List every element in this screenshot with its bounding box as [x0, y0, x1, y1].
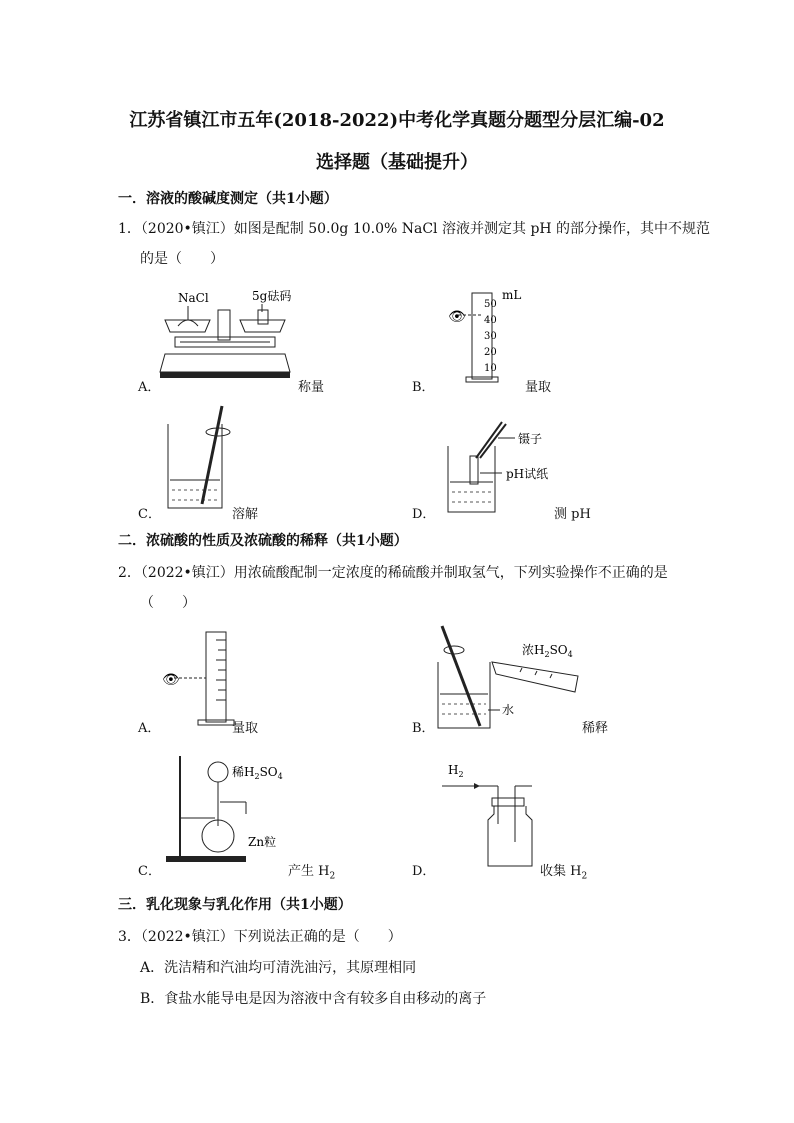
dilution-figure	[430, 622, 590, 737]
page-subtitle: 选择题（基础提升）	[316, 152, 478, 173]
section-heading-2: 二．浓硫酸的性质及浓硫酸的稀释（共1小题）	[118, 533, 408, 549]
tick-30: 30	[484, 331, 497, 342]
conc-acid-label: 浓$H_2SO_4$	[522, 643, 573, 659]
q3-option-a: A．洗洁精和汽油均可清洗油污，其原理相同	[140, 960, 417, 976]
q1-stem-line1: 1．（2020•镇江）如图是配制 50.0g 10.0% NaCl 溶液并测定其 pH 的部分操作，其中不规范	[118, 221, 711, 237]
q1-option-a: A．	[138, 380, 161, 395]
q1-stem-line2: 的是（ ）	[140, 251, 224, 267]
tick-50: 50	[484, 299, 497, 310]
q1-caption-d: 测 pH	[554, 507, 591, 522]
q2-option-c: C．	[138, 864, 161, 879]
dissolve-figure	[160, 400, 260, 515]
eye-icon-2: 👁	[162, 672, 180, 688]
h2-generator-figure	[160, 748, 290, 868]
page-title: 江苏省镇江市五年(2018-2022)中考化学真题分题型分层汇编-02	[129, 110, 665, 131]
q2-caption-b: 稀释	[582, 721, 609, 736]
q3-stem: 3．（2022•镇江）下列说法正确的是（ ）	[118, 929, 402, 945]
q2-option-d: D．	[412, 864, 436, 879]
eye-icon: 👁	[448, 309, 466, 325]
dilute-acid-label: 稀$H_2SO_4$	[232, 765, 283, 781]
q2-stem-line2: （ ）	[140, 595, 196, 611]
q2-option-a: A．	[138, 721, 161, 736]
zinc-label: Zn粒	[248, 835, 277, 849]
q1-option-b: B．	[412, 380, 435, 395]
cylinder-figure	[440, 285, 540, 385]
q2-cylinder-figure	[160, 626, 240, 731]
q2-caption-d: 收集 $H_2$	[540, 864, 588, 882]
ph-paper-label: pH试纸	[506, 467, 549, 481]
tweezers-label: 镊子	[518, 432, 543, 446]
q1-caption-a: 称量	[298, 380, 325, 395]
section-heading-1: 一．溶液的酸碱度测定（共1小题）	[118, 191, 338, 207]
tick-10: 10	[484, 363, 497, 374]
section-heading-3: 三．乳化现象与乳化作用（共1小题）	[118, 897, 352, 913]
tick-20: 20	[484, 347, 497, 358]
h2-label: $H_2$	[448, 763, 464, 779]
q2-stem-line1: 2．（2022•镇江）用浓硫酸配制一定浓度的稀硫酸并制取氢气，下列实验操作不正确的是	[118, 565, 668, 581]
q2-caption-a: 量取	[232, 721, 259, 736]
weight-label: 5g砝码	[252, 289, 292, 303]
q2-caption-c: 产生 $H_2$	[288, 864, 336, 882]
q1-caption-c: 溶解	[232, 507, 259, 522]
q3-option-b: B．食盐水能导电是因为溶液中含有较多自由移动的离子	[140, 991, 487, 1007]
q1-caption-b: 量取	[525, 380, 552, 395]
q2-option-b: B．	[412, 721, 435, 736]
q1-option-c: C．	[138, 507, 161, 522]
ml-label: mL	[502, 288, 522, 302]
q1-option-d: D．	[412, 507, 436, 522]
balance-figure	[150, 282, 300, 382]
water-label: 水	[502, 703, 515, 717]
nacl-label: NaCl	[178, 291, 209, 305]
tick-40: 40	[484, 315, 497, 326]
gas-bottle-figure	[440, 762, 560, 872]
